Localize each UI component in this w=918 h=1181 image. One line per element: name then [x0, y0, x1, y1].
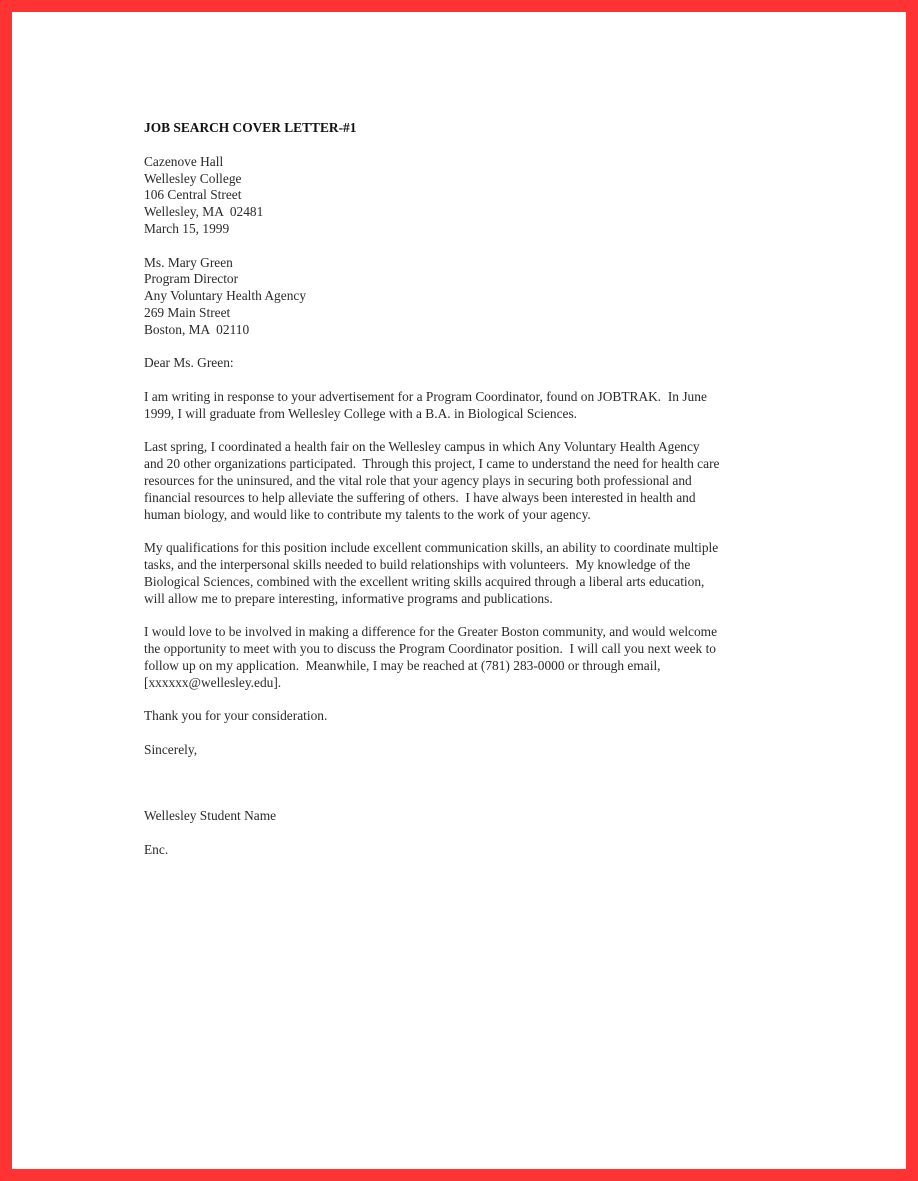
paragraph-line: the opportunity to meet with you to discuss the Program Coordinator position. I will call you next week to [144, 640, 716, 656]
paragraph-line: I am writing in response to your advertisement for a Program Coordinator, found on JOBTRAK. In June [144, 388, 707, 404]
paragraph-qualifications [144, 540, 794, 607]
sender-address-line: Wellesley College [144, 170, 242, 186]
recipient-name: Ms. Mary Green [144, 254, 233, 270]
contact-email: [xxxxxx@wellesley.edu]. [144, 674, 282, 690]
paragraph-closing [144, 624, 794, 691]
closing: Sincerely, [144, 741, 198, 757]
paragraph-line: human biology, and would like to contribute my talents to the work of your agency. [144, 506, 591, 522]
recipient-title: Program Director [144, 271, 239, 287]
paragraph-line: resources for the uninsured, and the vital role that your agency plays in securing both professional and [144, 472, 692, 488]
signature-name: Wellesley Student Name [144, 808, 277, 824]
paragraph-line: financial resources to help alleviate the suffering of others. I have always been interested in health and [144, 489, 696, 505]
paragraph-line: will allow me to prepare interesting, informative programs and publications. [144, 590, 553, 606]
cover-letter [144, 120, 794, 876]
paragraph-intro [144, 389, 794, 423]
paragraph-line: Last spring, I coordinated a health fair on the Wellesley campus in which Any Voluntary Health Agency [144, 439, 700, 455]
paragraph-line: tasks, and the interpersonal skills needed to build relationships with volunteers. My knowledge of the [144, 556, 691, 572]
enclosure-note: Enc. [144, 842, 169, 858]
sender-address-line: Cazenove Hall [144, 153, 224, 169]
paragraph-line: I would love to be involved in making a difference for the Greater Boston community, and would welcome [144, 624, 718, 640]
paragraph-line: My qualifications for this position include excellent communication skills, an ability to coordinate multiple [144, 540, 719, 556]
paragraph-experience [144, 439, 794, 523]
paragraph-line: and 20 other organizations participated. Through this project, I came to understand the need for health care [144, 456, 720, 472]
paragraph-line: Biological Sciences, combined with the excellent writing skills acquired through a liberal arts education, [144, 573, 705, 589]
letter-date: March 15, 1999 [144, 220, 230, 236]
letter-title: JOB SEARCH COVER LETTER-#1 [144, 120, 357, 135]
sender-address [144, 154, 794, 238]
thanks-line: Thank you for your consideration. [144, 708, 328, 724]
signature-space [144, 758, 794, 808]
recipient-street: 269 Main Street [144, 304, 231, 320]
recipient-organization: Any Voluntary Health Agency [144, 288, 307, 304]
sender-address-line: 106 Central Street [144, 187, 242, 203]
recipient-address [144, 255, 794, 339]
sender-address-line: Wellesley, MA 02481 [144, 204, 264, 220]
paragraph-line: 1999, I will graduate from Wellesley College with a B.A. in Biological Sciences. [144, 405, 578, 421]
salutation: Dear Ms. Green: [144, 355, 234, 371]
recipient-city: Boston, MA 02110 [144, 321, 250, 337]
paragraph-line: follow up on my application. Meanwhile, I may be reached at (781) 283-0000 or through email, [144, 657, 661, 673]
